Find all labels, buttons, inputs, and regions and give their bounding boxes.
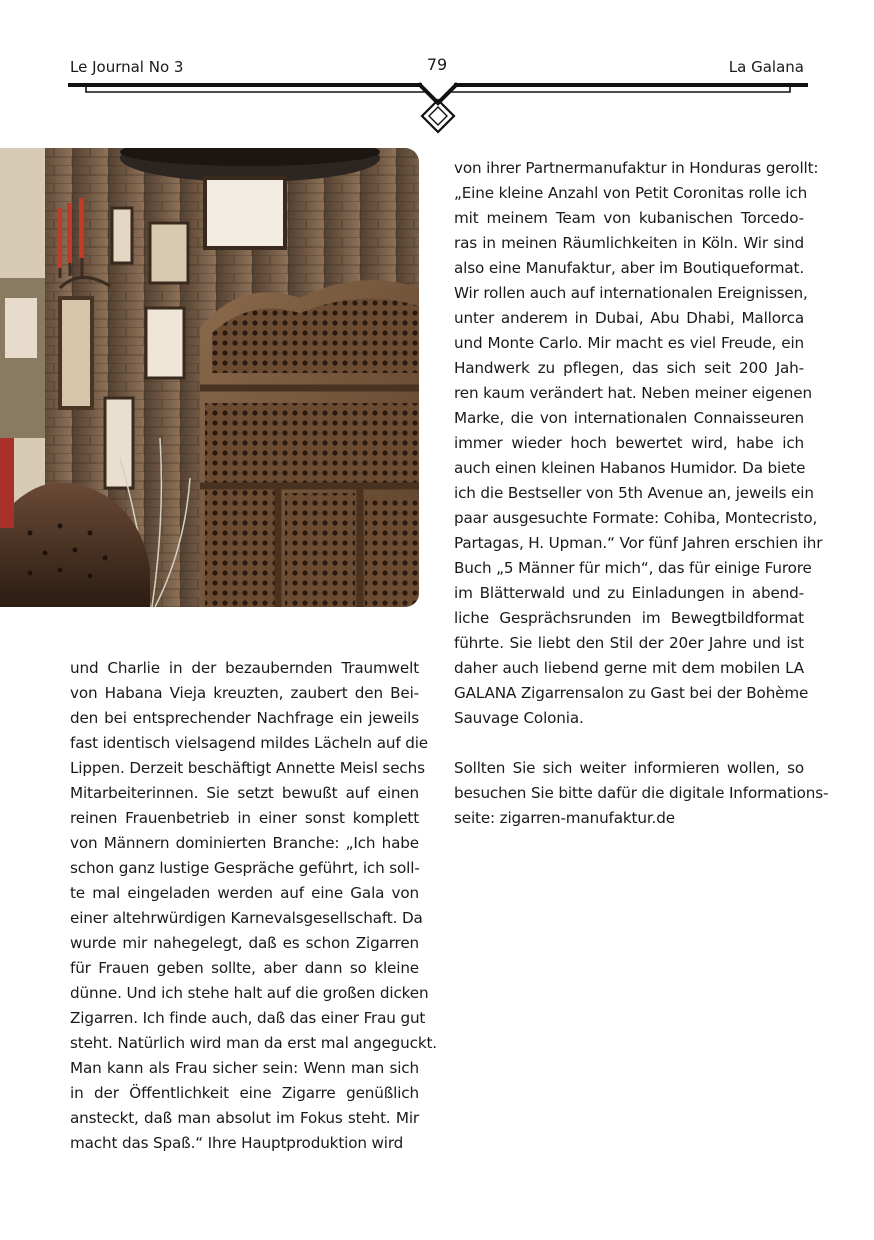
interior-photo-icon [0,148,419,607]
paragraph [454,156,823,731]
running-header-left: Le Journal No 3 [70,58,184,76]
text-line: Sollten Sie sich weiter informieren wollen, so [454,759,804,777]
text-line: Marke, die von internationalen Connaisseuren [454,409,804,427]
text-line: GALANA Zigarrensalon zu Gast bei der Bohème [454,684,809,702]
text-line: Wir rollen auch auf internationalen Ereignissen, [454,284,808,302]
text-line: Mitarbeiterinnen. Sie setzt bewußt auf einen [70,784,419,802]
text-line: einer altehrwürdigen Karnevalsgesellschaft. Da [70,909,423,927]
paragraph [454,756,829,831]
text-line: ren kaum verändert hat. Neben meiner eigenen [454,384,812,402]
text-line: für Frauen geben sollte, aber dann so kleine [70,959,419,977]
text-line: unter anderem in Dubai, Abu Dhabi, Mallorca [454,309,804,327]
text-line: paar ausgesuchte Formate: Cohiba, Montecristo, [454,509,818,527]
text-line: daher auch liebend gerne mit dem mobilen LA [454,659,804,677]
text-line: schon ganz lustige Gespräche geführt, ich soll- [70,859,420,877]
text-line: reinen Frauenbetrieb in einer sonst komplett [70,809,419,827]
text-line: von Männern dominierten Branche: „Ich habe [70,834,419,852]
text-line: fast identisch vielsagend mildes Lächeln auf die [70,734,428,752]
text-line: „Eine kleine Anzahl von Petit Coronitas rolle ich [454,184,808,202]
text-line: ras in meinen Räumlichkeiten in Köln. Wir sind [454,234,804,252]
salon-interior-photo [0,148,419,607]
page-number: 79 [426,55,448,74]
text-line: den bei entsprechender Nachfrage ein jeweils [70,709,419,727]
text-line: Sauvage Colonia. [454,709,584,727]
text-line: auch einen kleinen Habanos Humidor. Da biete [454,459,806,477]
text-line: Buch „5 Männer für mich“, das für einige Furore [454,559,812,577]
text-line: Handwerk zu pflegen, das sich seit 200 Jah- [454,359,804,377]
text-line: dünne. Und ich stehe halt auf die großen dicken [70,984,429,1002]
text-line: und Charlie in der bezaubernden Traumwelt [70,659,419,677]
text-line: Partagas, H. Upman.“ Vor fünf Jahren erschien ihr [454,534,823,552]
text-line: und Monte Carlo. Mir macht es viel Freude, ein [454,334,804,352]
text-line: steht. Natürlich wird man da erst mal angeguckt. [70,1034,437,1052]
article-column-right [454,156,829,831]
text-line: im Blätterwald und zu Einladungen in abend- [454,584,804,602]
text-line: mit meinem Team von kubanischen Torcedo- [454,209,804,227]
text-line: besuchen Sie bitte dafür die digitale Informations- [454,784,829,802]
paragraph [70,656,437,1156]
text-line: von ihrer Partnermanufaktur in Honduras gerollt: [454,159,819,177]
text-line: Lippen. Derzeit beschäftigt Annette Meisl sechs [70,759,425,777]
text-line: te mal eingeladen werden auf eine Gala von [70,884,419,902]
text-line: führte. Sie liebt den Stil der 20er Jahre und ist [454,634,804,652]
text-line: in der Öffentlichkeit eine Zigarre genüßlich [70,1084,419,1102]
text-line: von Habana Vieja kreuzten, zaubert den Bei- [70,684,419,702]
text-line: macht das Spaß.“ Ihre Hauptproduktion wird [70,1134,404,1152]
text-line: ich die Bestseller von 5th Avenue an, jeweils ein [454,484,814,502]
article-column-left [70,656,437,1156]
text-line: ansteckt, daß man absolut im Fokus steht. Mir [70,1109,419,1127]
header-ornament-icon [68,78,808,134]
text-line: Zigarren. Ich finde auch, daß das einer Frau gut [70,1009,426,1027]
text-line: seite: zigarren-manufaktur.de [454,809,675,827]
text-line: wurde mir nahegelegt, daß es schon Zigarren [70,934,419,952]
paragraph-spacer [454,731,804,756]
running-header-right: La Galana [728,58,804,76]
text-line: immer wieder hoch bewertet wird, habe ich [454,434,804,452]
text-line: also eine Manufaktur, aber im Boutiqueformat. [454,259,804,277]
text-line: Man kann als Frau sicher sein: Wenn man sich [70,1059,419,1077]
text-line: liche Gesprächsrunden im Bewegtbildformat [454,609,804,627]
